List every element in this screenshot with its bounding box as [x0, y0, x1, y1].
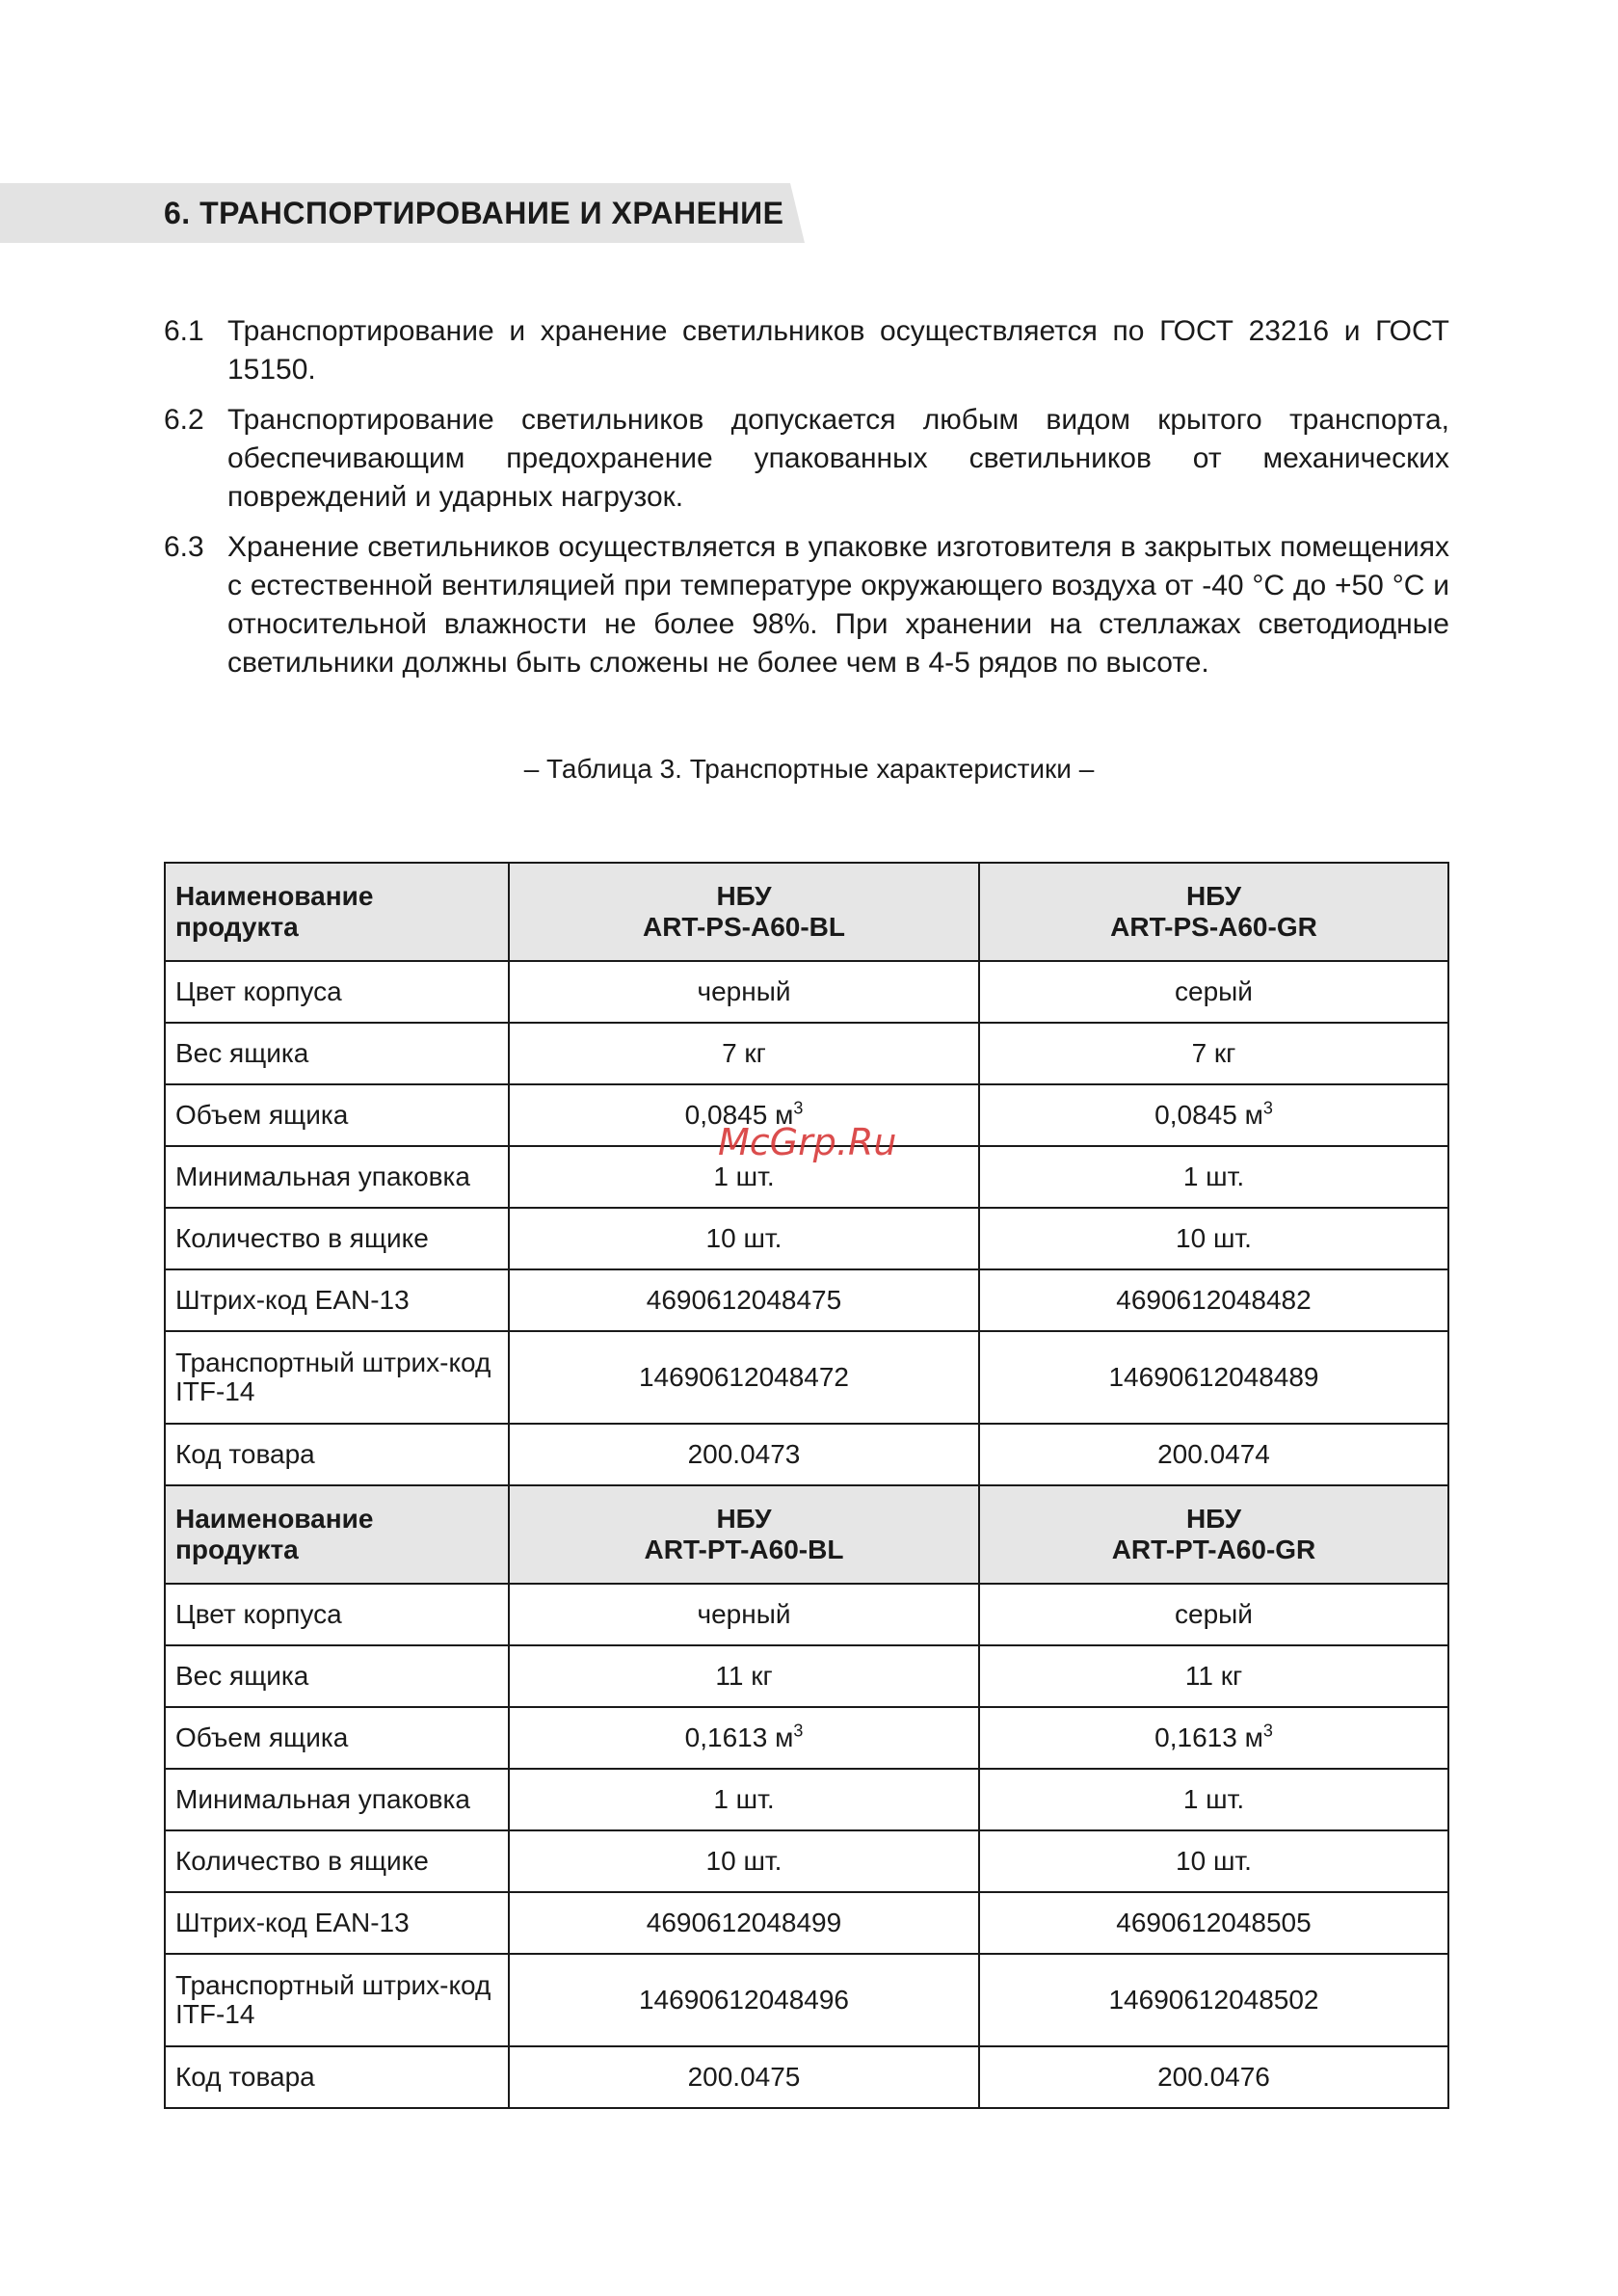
table-row [165, 1584, 1448, 1645]
table-row [165, 1954, 1448, 2046]
row-label-cell: Объем ящика [165, 1084, 509, 1146]
table-header-row [165, 863, 1448, 961]
paragraphs [164, 312, 1449, 694]
table-row [165, 2046, 1448, 2108]
row-value-cell [509, 1331, 979, 1424]
unit-superscript: 3 [793, 1098, 804, 1118]
row-label-cell: Код товара [165, 2046, 509, 2108]
row-label-cell: Минимальная упаковка [165, 1146, 509, 1208]
row-label-cell: Объем ящика [165, 1707, 509, 1769]
section-title: 6. ТРАНСПОРТИРОВАНИЕ И ХРАНЕНИЕ [164, 196, 784, 230]
row-label-cell: Цвет корпуса [165, 1584, 509, 1645]
row-value-cell [979, 1954, 1448, 2046]
table-row [165, 1269, 1448, 1331]
value-text: 1 шт. [1182, 1161, 1245, 1191]
row-value-cell [979, 1707, 1448, 1769]
product-type: НБУ [716, 881, 772, 911]
paragraph-number: 6.3 [164, 531, 204, 563]
row-value-cell [509, 961, 979, 1023]
table-row [165, 1892, 1448, 1954]
row-value-cell [979, 1269, 1448, 1331]
product-model: ART-PT-A60-GR [1111, 1535, 1316, 1564]
value-text: 14690612048472 [638, 1362, 849, 1392]
product-type: НБУ [1185, 1504, 1242, 1534]
row-label-cell: Вес ящика [165, 1023, 509, 1084]
row-value-cell [509, 1769, 979, 1830]
product-model: ART-PS-A60-BL [642, 912, 845, 942]
table-row [165, 1645, 1448, 1707]
row-value-cell [979, 1830, 1448, 1892]
value-text: 10 шт. [705, 1223, 782, 1253]
row-value-cell [979, 1208, 1448, 1269]
paragraph-text: Транспортирование и хранение светильников осуществляется по ГОСТ 23216 и ГОСТ 15150. [227, 315, 1449, 386]
row-value-cell [509, 1645, 979, 1707]
transport-table [164, 862, 1449, 2109]
value-text: 7 кг [1191, 1038, 1236, 1068]
table-row [165, 961, 1448, 1023]
row-label-cell: Количество в ящике [165, 1208, 509, 1269]
row-value-cell [979, 1424, 1448, 1485]
row-label-cell: Код товара [165, 1424, 509, 1485]
value-text: 200.0474 [1157, 1439, 1270, 1469]
product-type: НБУ [1185, 881, 1242, 911]
value-text: 4690612048499 [646, 1908, 842, 1937]
value-text: 14690612048496 [638, 1985, 849, 2015]
table-row [165, 1424, 1448, 1485]
row-value-cell [509, 1830, 979, 1892]
header-label-cell: Наименование продукта [165, 863, 509, 961]
value-text: серый [1175, 976, 1253, 1006]
value-text: черный [697, 1599, 791, 1629]
value-text: 0,0845 м [684, 1100, 794, 1130]
value-text: 14690612048502 [1108, 1985, 1319, 2015]
value-text: 11 кг [1184, 1661, 1243, 1691]
value-text: серый [1175, 1599, 1253, 1629]
row-value-cell [979, 1146, 1448, 1208]
value-text: 200.0475 [687, 2062, 801, 2092]
watermark: McGrp.Ru [718, 1121, 897, 1163]
value-text: 0,1613 м [1154, 1722, 1263, 1752]
row-value-cell [979, 1331, 1448, 1424]
paragraph-number: 6.1 [164, 315, 204, 347]
paragraph-text: Хранение светильников осуществляется в упаковке изготовителя в закрытых помещениях с естественной вентиляцией при температуре окружающего воздуха от -40 °С до +50 °С и относительной влажности не более 98%. При хранении на стеллажах светодиодные светильники должны быть сложены не более чем в 4-5 рядов по высоте. [227, 531, 1449, 679]
row-label-cell: Штрих-код EAN-13 [165, 1269, 509, 1331]
value-text: 0,0845 м [1154, 1100, 1263, 1130]
header-label-cell: Наименование продукта [165, 1485, 509, 1584]
paragraph-number: 6.2 [164, 404, 204, 436]
value-text: 1 шт. [1182, 1784, 1245, 1814]
row-value-cell [979, 1645, 1448, 1707]
value-text: 4690612048482 [1116, 1285, 1312, 1315]
table-row [165, 1707, 1448, 1769]
product-type: НБУ [716, 1504, 772, 1534]
value-text: 10 шт. [705, 1846, 782, 1876]
row-value-cell [509, 1584, 979, 1645]
row-value-cell [979, 1892, 1448, 1954]
value-text: 11 кг [715, 1661, 773, 1691]
row-label-cell: Количество в ящике [165, 1830, 509, 1892]
row-value-cell [509, 1954, 979, 2046]
table-row [165, 1769, 1448, 1830]
row-value-cell [509, 1208, 979, 1269]
row-label-cell: Транспортный штрих-код ITF-14 [165, 1331, 509, 1424]
table-caption: – Таблица 3. Транспортные характеристики – [523, 754, 1095, 784]
value-text: 4690612048475 [646, 1285, 842, 1315]
value-text: 14690612048489 [1108, 1362, 1319, 1392]
table-row [165, 1208, 1448, 1269]
value-text: 4690612048505 [1116, 1908, 1312, 1937]
table-row [165, 1331, 1448, 1424]
unit-superscript: 3 [1262, 1098, 1273, 1118]
unit-superscript: 3 [793, 1721, 804, 1741]
paragraph-6-3 [164, 528, 1449, 682]
paragraph-6-2 [164, 401, 1449, 517]
value-text: 1 шт. [713, 1161, 775, 1191]
value-text: 10 шт. [1176, 1223, 1252, 1253]
unit-superscript: 3 [1262, 1721, 1273, 1741]
row-value-cell [979, 1084, 1448, 1146]
row-label-cell: Минимальная упаковка [165, 1769, 509, 1830]
product-model: ART-PS-A60-GR [1110, 912, 1317, 942]
row-value-cell [509, 1023, 979, 1084]
value-text: 0,1613 м [684, 1722, 794, 1752]
row-value-cell [509, 1892, 979, 1954]
row-label-cell: Транспортный штрих-код ITF-14 [165, 1954, 509, 2046]
table-row [165, 1830, 1448, 1892]
row-value-cell [979, 961, 1448, 1023]
row-value-cell [979, 1769, 1448, 1830]
row-value-cell [509, 1707, 979, 1769]
row-value-cell [979, 2046, 1448, 2108]
row-value-cell [509, 1424, 979, 1485]
value-text: 7 кг [722, 1038, 766, 1068]
row-label-cell: Цвет корпуса [165, 961, 509, 1023]
value-text: 10 шт. [1176, 1846, 1252, 1876]
row-value-cell [509, 2046, 979, 2108]
paragraph-text: Транспортирование светильников допускается любым видом крытого транспорта, обеспечивающим предохранение упакованных светильников от механических повреждений и ударных нагрузок. [227, 404, 1449, 513]
value-text: черный [697, 976, 791, 1006]
value-text: 1 шт. [713, 1784, 775, 1814]
table-row [165, 1023, 1448, 1084]
product-name-cell [509, 863, 979, 961]
product-model: ART-PT-A60-BL [644, 1535, 844, 1564]
product-name-cell [979, 1485, 1448, 1584]
product-name-cell [509, 1485, 979, 1584]
row-value-cell [979, 1023, 1448, 1084]
row-value-cell [509, 1269, 979, 1331]
row-value-cell [979, 1584, 1448, 1645]
value-text: 200.0473 [687, 1439, 801, 1469]
table-header-row [165, 1485, 1448, 1584]
row-label-cell: Вес ящика [165, 1645, 509, 1707]
product-name-cell [979, 863, 1448, 961]
row-label-cell: Штрих-код EAN-13 [165, 1892, 509, 1954]
paragraph-6-1 [164, 312, 1449, 389]
value-text: 200.0476 [1157, 2062, 1270, 2092]
